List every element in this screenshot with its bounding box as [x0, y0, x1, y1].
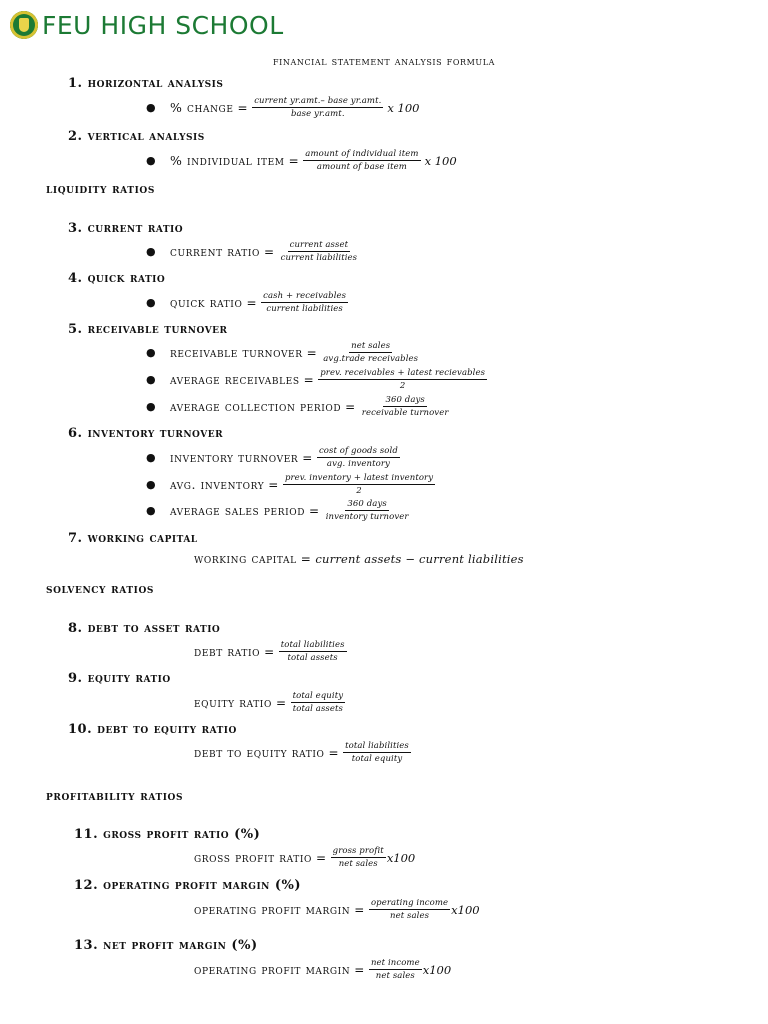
- formula-label: avg. inventory: [170, 477, 265, 492]
- formula-working-capital: working capital = current assets − current liabilities: [194, 551, 524, 566]
- formula-fraction: [321, 341, 420, 364]
- formula-label: operating profit margin: [194, 962, 351, 977]
- formula-fraction: [324, 499, 411, 522]
- numerator: total liabilities: [280, 640, 345, 650]
- school-name: FEU HIGH SCHOOL: [42, 10, 284, 40]
- multiplier: x 100: [424, 153, 457, 168]
- numerator: current asset: [289, 240, 349, 250]
- heading-current-ratio: 3. current ratio: [68, 221, 184, 236]
- formula-label: average collection period: [170, 399, 342, 414]
- bullet-icon: ●: [146, 346, 157, 359]
- bullet-icon: ●: [146, 245, 157, 258]
- formula-average-receivables: ● average receivables = $\frac{\text{prev. receivables + latest recievables}}{2}$: [146, 368, 486, 391]
- heading-inventory-turnover: 6. inventory turnover: [68, 426, 224, 441]
- numerator: amount of individual item: [305, 149, 419, 159]
- formula-label: equity ratio: [194, 695, 272, 710]
- section-profitability-ratios: profitability ratios: [46, 789, 184, 804]
- formula-inventory-turnover: ● inventory turnover = $\frac{\text{cost of goods sold}}{\text{avg. inventory}}$: [146, 446, 398, 469]
- formula-fraction: [369, 898, 450, 921]
- formula-current-ratio: ● current ratio = $\frac{\text{current asset}}{\text{current liabilities}}$: [146, 240, 358, 263]
- denominator: current liabilities: [266, 304, 343, 314]
- formula-label: current ratio: [170, 244, 260, 259]
- section-solvency-ratios: solvency ratios: [46, 582, 154, 597]
- heading-net-profit-margin: 13. net profit margin (%): [74, 938, 258, 953]
- numerator: 360 days: [347, 499, 387, 509]
- numerator: gross profit: [332, 846, 384, 856]
- formula-fraction: [369, 958, 422, 981]
- formula-fraction: [318, 368, 487, 391]
- formula-equity-ratio: equity ratio = $\frac{\text{total equity}}{\text{total assets}}$: [194, 691, 344, 714]
- formula-fraction: [317, 446, 400, 469]
- numerator: net sales: [351, 341, 391, 351]
- formula-label: debt ratio: [194, 644, 261, 659]
- denominator: net sales: [390, 911, 430, 921]
- multiplier: x100: [386, 850, 416, 865]
- heading-vertical-analysis: 2. vertical analysis: [68, 129, 205, 144]
- formula-fraction: [283, 473, 435, 496]
- numerator: net income: [370, 958, 420, 968]
- formula-label: % change: [170, 100, 234, 115]
- formula-fraction: [331, 846, 386, 869]
- formula-label: debt to equity ratio: [194, 745, 325, 760]
- formula-label: average sales period: [170, 503, 306, 518]
- bullet-icon: ●: [146, 478, 157, 491]
- formula-fraction: [343, 741, 411, 764]
- formula-fraction: [291, 691, 346, 714]
- numerator: operating income: [370, 898, 449, 908]
- bullet-icon: ●: [146, 101, 157, 114]
- formula-label: operating profit margin: [194, 902, 351, 917]
- denominator: receivable turnover: [361, 408, 449, 418]
- formula-individual-item: ● % individual item = $\frac{\text{amount of individual item}}{\text{amount of base item}}$ x 100: [146, 149, 457, 172]
- formula-operating-profit-margin: operating profit margin = $\frac{\text{operating income}}{\text{net sales}}$ x100: [194, 898, 480, 921]
- formula-label: inventory turnover: [170, 450, 299, 465]
- formula-average-inventory: ● avg. inventory = $\frac{\text{prev. inventory + latest inventory}}{2}$: [146, 473, 434, 496]
- numerator: total equity: [292, 691, 344, 701]
- formula-label: receivable turnover: [170, 345, 303, 360]
- numerator: 360 days: [385, 395, 425, 405]
- formula-receivable-turnover: ● receivable turnover = $\frac{\text{net sales}}{\text{avg.trade receivables}}$: [146, 341, 419, 364]
- multiplier: x100: [422, 962, 452, 977]
- formula-gross-profit-ratio: gross profit ratio = $\frac{\text{gross profit}}{\text{net sales}}$ x100: [194, 846, 416, 869]
- denominator: avg.trade receivables: [323, 354, 419, 364]
- heading-horizontal-analysis: 1. horizontal analysis: [68, 76, 224, 91]
- multiplier: x100: [451, 902, 480, 917]
- formula-fraction: [279, 640, 347, 663]
- heading-debt-to-equity-ratio: 10. debt to equity ratio: [68, 722, 237, 737]
- formula-label: working capital: [194, 551, 297, 566]
- denominator: base yr.amt.: [290, 109, 345, 119]
- denominator: total equity: [351, 754, 403, 764]
- formula-average-collection-period: ● average collection period = $\frac{\text{360 days}}{\text{receivable turnover}}$: [146, 395, 449, 418]
- numerator: total liabilities: [345, 741, 409, 751]
- formula-fraction: [303, 149, 420, 172]
- document-title: financial statement analysis formula: [272, 54, 496, 68]
- bullet-icon: ●: [146, 451, 157, 464]
- formula-debt-ratio: debt ratio = $\frac{\text{total liabilities}}{\text{total assets}}$: [194, 640, 345, 663]
- section-liquidity-ratios: liquidity ratios: [46, 182, 155, 197]
- denominator: avg. inventory: [326, 459, 390, 469]
- bullet-icon: ●: [146, 400, 157, 413]
- denominator: 2: [356, 486, 362, 496]
- formula-expression: current assets − current liabilities: [315, 551, 524, 566]
- formula-fraction: [252, 96, 383, 119]
- formula-percent-change: ● % change = $\frac{\text{current yr.amt.– base yr.amt.}}{\text{base yr.amt.}}$ x 100: [146, 96, 420, 119]
- formula-label: % individual item: [170, 153, 285, 168]
- formula-average-sales-period: ● average sales period = $\frac{\text{360 days}}{\text{inventory turnover}}$: [146, 499, 409, 522]
- heading-gross-profit-ratio: 11. gross profit ratio (%): [74, 827, 261, 842]
- school-seal-icon: [10, 11, 38, 39]
- numerator: prev. inventory + latest inventory: [284, 473, 434, 483]
- heading-operating-profit-margin: 12. operating profit margin (%): [74, 878, 302, 893]
- formula-fraction: [360, 395, 451, 418]
- formula-label: gross profit ratio: [194, 850, 312, 865]
- numerator: prev. receivables + latest recievables: [320, 368, 486, 378]
- formula-fraction: [279, 240, 360, 263]
- heading-quick-ratio: 4. quick ratio: [68, 271, 166, 286]
- bullet-icon: ●: [146, 154, 157, 167]
- heading-equity-ratio: 9. equity ratio: [68, 671, 171, 686]
- heading-debt-to-asset-ratio: 8. debt to asset ratio: [68, 621, 221, 636]
- heading-receivable-turnover: 5. receivable turnover: [68, 322, 228, 337]
- denominator: net sales: [375, 971, 415, 981]
- denominator: 2: [399, 381, 406, 391]
- formula-fraction: [261, 291, 348, 314]
- page-header: [10, 8, 284, 42]
- numerator: cost of goods sold: [318, 446, 398, 456]
- formula-label: average receivables: [170, 372, 300, 387]
- bullet-icon: ●: [146, 373, 157, 386]
- formula-debt-to-equity-ratio: debt to equity ratio = $\frac{\text{total liabilities}}{\text{total equity}}$: [194, 741, 409, 764]
- denominator: inventory turnover: [325, 512, 409, 522]
- bullet-icon: ●: [146, 504, 157, 517]
- multiplier: x 100: [387, 100, 420, 115]
- numerator: cash + receivables: [263, 291, 347, 301]
- numerator: current yr.amt.– base yr.amt.: [254, 96, 382, 106]
- heading-working-capital: 7. working capital: [68, 531, 198, 546]
- formula-net-profit-margin: operating profit margin = $\frac{\text{net income}}{\text{net sales}}$ x100: [194, 958, 452, 981]
- formula-label: quick ratio: [170, 295, 243, 310]
- denominator: current liabilities: [280, 253, 358, 263]
- bullet-icon: ●: [146, 296, 157, 309]
- denominator: net sales: [338, 859, 378, 869]
- formula-quick-ratio: ● quick ratio = $\frac{\text{cash + receivables}}{\text{current liabilities}}$: [146, 291, 347, 314]
- denominator: total assets: [287, 653, 338, 663]
- denominator: amount of base item: [316, 162, 407, 172]
- denominator: total assets: [292, 704, 343, 714]
